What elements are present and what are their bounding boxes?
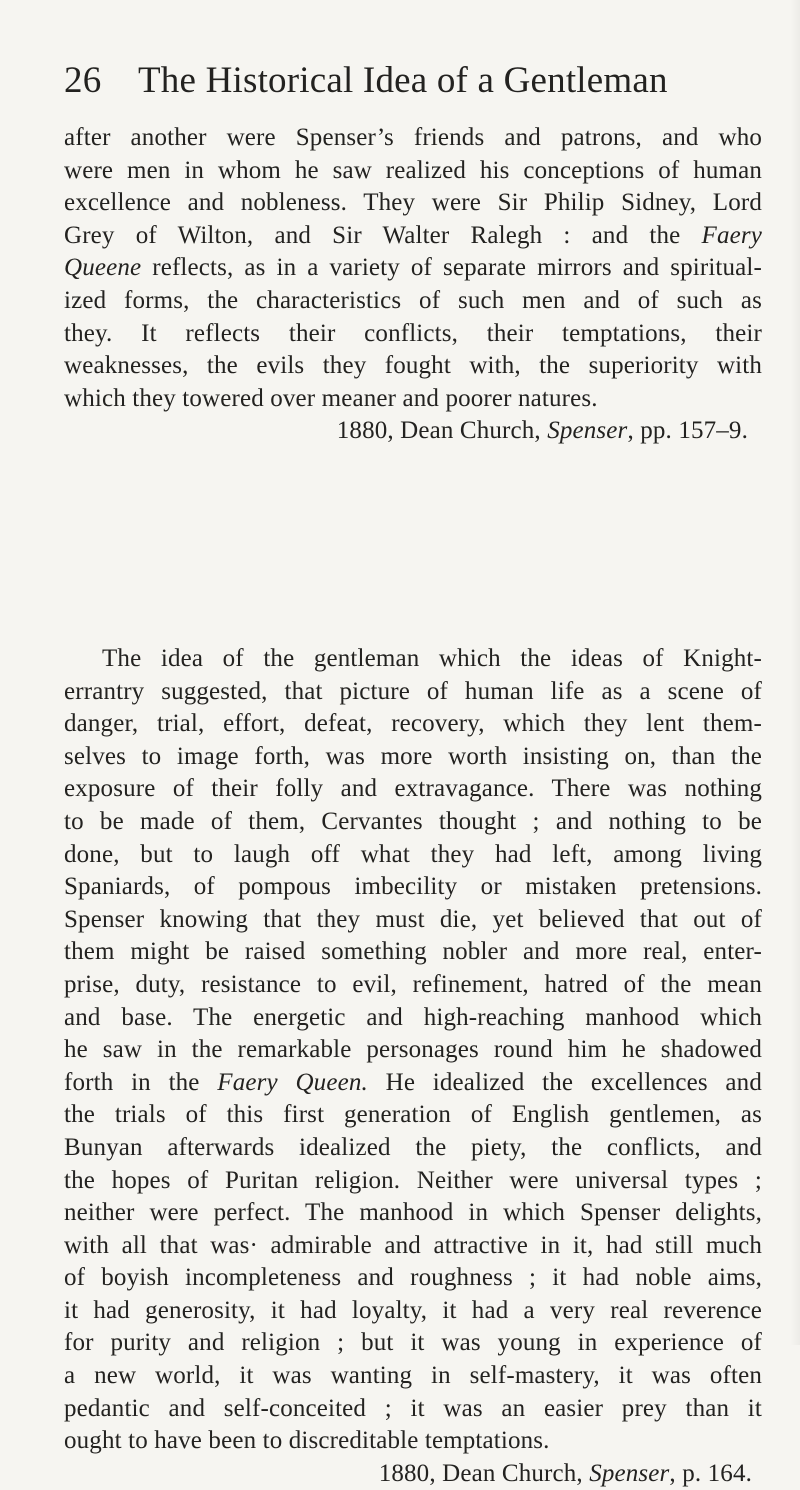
text-line: to be made of them, Cervantes thought ; and nothing to be bbox=[64, 807, 762, 835]
citation-pages: , p. 164. bbox=[669, 1459, 752, 1487]
text-line: prise, duty, resistance to evil, refinement, hatred of the mean bbox=[64, 970, 762, 998]
text-segment: forth in the bbox=[64, 1068, 218, 1096]
text-line: for purity and religion ; but it was young in experience of bbox=[64, 1329, 762, 1357]
text-line: The idea of the gentleman which the ideas of Knight- bbox=[102, 645, 762, 672]
text-line: the trials of this first generation of English gentlemen, as bbox=[64, 1101, 762, 1129]
citation-pages: , pp. 157–9. bbox=[627, 417, 748, 445]
text-line: errantry suggested, that picture of human life as a scene of bbox=[64, 677, 762, 705]
text-line: excellence and nobleness. They were Sir Philip Sidney, Lord bbox=[64, 189, 762, 217]
text-segment: reflects, as in a variety of separate mirrors and spiritual- bbox=[152, 254, 762, 282]
running-head bbox=[64, 58, 764, 104]
citation-prefix: 1880, Dean Church, bbox=[336, 417, 548, 445]
text-line: danger, trial, effort, defeat, recovery, which they lent them- bbox=[64, 710, 762, 738]
text-line: Spenser knowing that they must die, yet believed that out of bbox=[64, 905, 762, 933]
text-line: which they towered over meaner and poorer natures. bbox=[64, 384, 598, 412]
citation-title: Spenser bbox=[589, 1459, 670, 1487]
text-line bbox=[64, 1067, 762, 1100]
text-line bbox=[64, 220, 762, 253]
text-line: them might be raised something nobler and more real, enter- bbox=[64, 938, 762, 966]
text-segment: Grey of Wilton, and Sir Walter Ralegh : and the bbox=[64, 221, 702, 249]
text-line: he saw in the remarkable personages round him he shadowed bbox=[64, 1036, 762, 1064]
citation-title: Spenser bbox=[547, 417, 628, 445]
text-segment: He idealized the excellences and bbox=[385, 1068, 762, 1096]
text-line: Bunyan afterwards idealized the piety, the conflicts, and bbox=[64, 1133, 762, 1161]
text-line: pedantic and self-conceited ; it was an easier prey than it bbox=[64, 1394, 762, 1422]
text-line: of boyish incompleteness and roughness ; it had noble aims, bbox=[64, 1264, 762, 1292]
text-line: were men in whom he saw realized his conceptions of human bbox=[64, 156, 762, 184]
text-line: ought to have been to discreditable temptations. bbox=[64, 1427, 550, 1455]
text-line: ized forms, the characteristics of such men and of such as bbox=[64, 286, 762, 314]
italic-book-title: Faery bbox=[701, 221, 762, 249]
citation bbox=[64, 415, 762, 448]
text-line: neither were perfect. The manhood in which Spenser delights, bbox=[64, 1199, 762, 1227]
page-number: 26 bbox=[64, 60, 102, 101]
text-line: a new world, it was wanting in self-mastery, it was often bbox=[64, 1362, 762, 1390]
running-title: The Historical Idea of a Gentleman bbox=[138, 60, 668, 101]
text-line: and base. The energetic and high-reaching manhood which bbox=[64, 1003, 762, 1031]
text-line: selves to image forth, was more worth insisting on, than the bbox=[64, 742, 762, 770]
italic-book-title: Queene bbox=[64, 254, 142, 282]
citation-prefix: 1880, Dean Church, bbox=[378, 1459, 590, 1487]
page-edge-shadow bbox=[790, 0, 800, 1345]
citation bbox=[64, 1458, 762, 1490]
text-line: done, but to laugh off what they had left, among living bbox=[64, 840, 762, 868]
text-line: exposure of their folly and extravagance. There was nothing bbox=[64, 775, 762, 803]
text-line: with all that was· admirable and attractive in it, had still much bbox=[64, 1231, 762, 1259]
text-line: weaknesses, the evils they fought with, the superiority with bbox=[64, 352, 762, 380]
italic-book-title: Faery Queen. bbox=[217, 1068, 368, 1096]
passage-spenser-patrons bbox=[64, 122, 762, 448]
text-line: it had generosity, it had loyalty, it had a very real reverence bbox=[64, 1296, 762, 1324]
text-line bbox=[64, 252, 762, 285]
passage-knight-errantry bbox=[64, 643, 762, 1490]
text-line: Spaniards, of pompous imbecility or mistaken pretensions. bbox=[64, 873, 762, 901]
text-line: the hopes of Puritan religion. Neither were universal types ; bbox=[64, 1166, 762, 1194]
text-line: they. It reflects their conflicts, their temptations, their bbox=[64, 319, 762, 347]
text-line: after another were Spenser’s friends and patrons, and who bbox=[64, 124, 762, 151]
